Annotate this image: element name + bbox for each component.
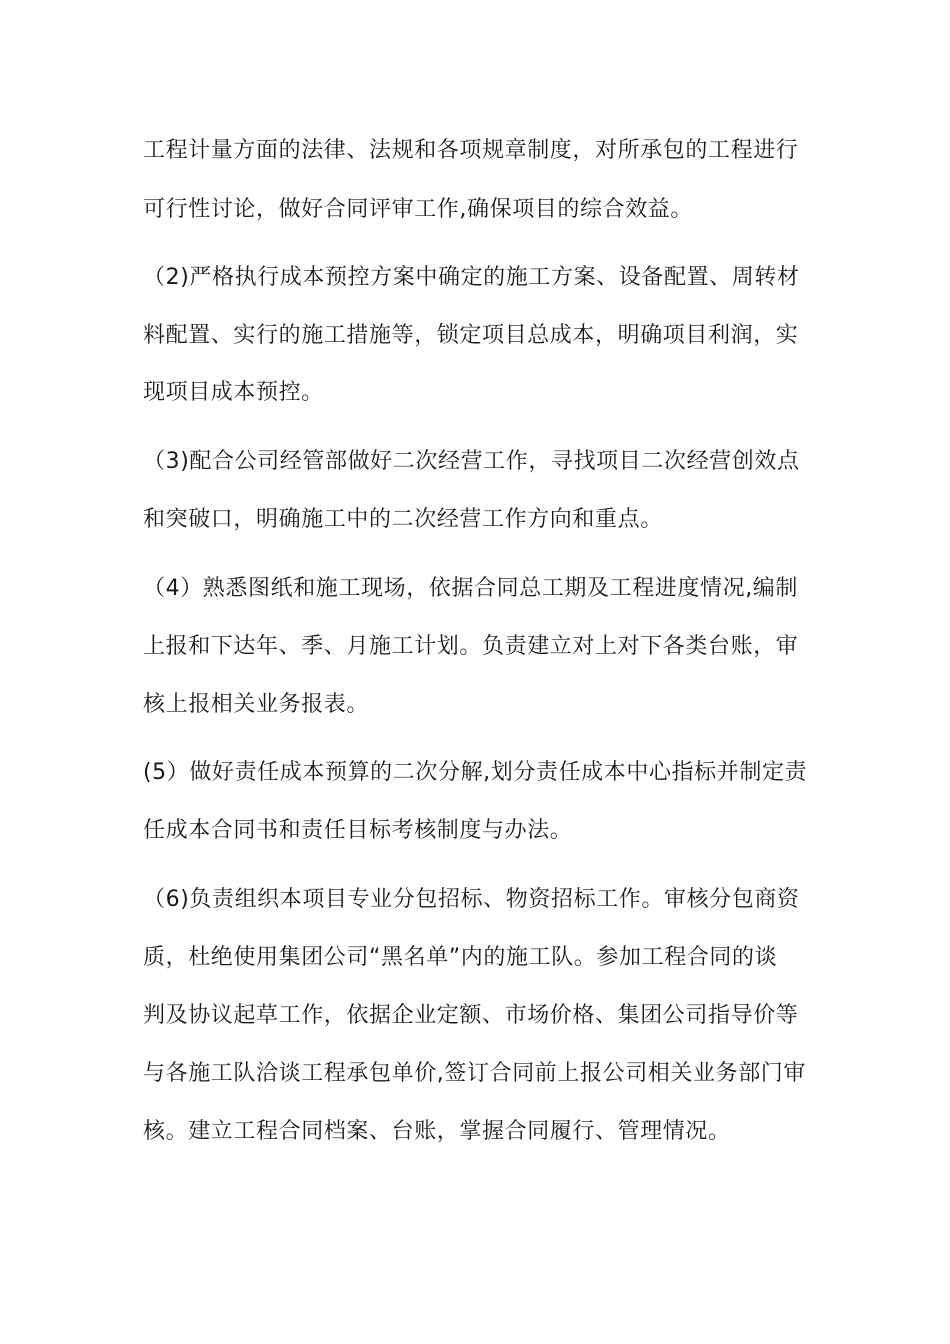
paragraph-4-line-1: （4）熟悉图纸和施工现场，依据合同总工期及工程进度情况,编制 bbox=[143, 576, 798, 601]
paragraph-6-line-2: 质，杜绝使用集团公司“黑名单”内的施工队。参加工程合同的谈 bbox=[143, 945, 778, 970]
paragraph-6-line-5: 核。建立工程合同档案、台账，掌握合同履行、管理情况。 bbox=[143, 1119, 731, 1144]
paragraph-1-line-2: 可行性讨论，做好合同评审工作,确保项目的综合效益。 bbox=[143, 197, 693, 222]
paragraph-6-line-3: 判及协议起草工作，依据企业定额、市场价格、集团公司指导价等 bbox=[143, 1003, 799, 1028]
paragraph-1-line-1: 工程计量方面的法律、法规和各项规章制度，对所承包的工程进行 bbox=[143, 138, 799, 163]
paragraph-2-line-2: 料配置、实行的施工措施等，锁定项目总成本，明确项目利润，实 bbox=[143, 323, 799, 348]
paragraph-5-line-1: (5）做好责任成本预算的二次分解,划分责任成本中心指标并制定责 bbox=[143, 760, 808, 785]
paragraph-4-line-3: 核上报相关业务报表。 bbox=[143, 692, 370, 717]
paragraph-5-line-2: 任成本合同书和责任目标考核制度与办法。 bbox=[143, 818, 573, 843]
paragraph-6-line-4: 与各施工队洽谈工程承包单价,签订合同前上报公司相关业务部门审 bbox=[143, 1061, 806, 1086]
paragraph-3-line-1: （3)配合公司经管部做好二次经营工作，寻找项目二次经营创效点 bbox=[143, 449, 800, 474]
paragraph-3-line-2: 和突破口，明确施工中的二次经营工作方向和重点。 bbox=[143, 507, 663, 532]
paragraph-2-line-3: 现项目成本预控。 bbox=[143, 380, 324, 405]
paragraph-2-line-1: （2)严格执行成本预控方案中确定的施工方案、设备配置、周转材 bbox=[143, 265, 800, 290]
paragraph-4-line-2: 上报和下达年、季、月施工计划。负责建立对上对下各类台账，审 bbox=[143, 634, 799, 659]
paragraph-6-line-1: （6)负责组织本项目专业分包招标、物资招标工作。审核分包商资 bbox=[143, 887, 800, 912]
